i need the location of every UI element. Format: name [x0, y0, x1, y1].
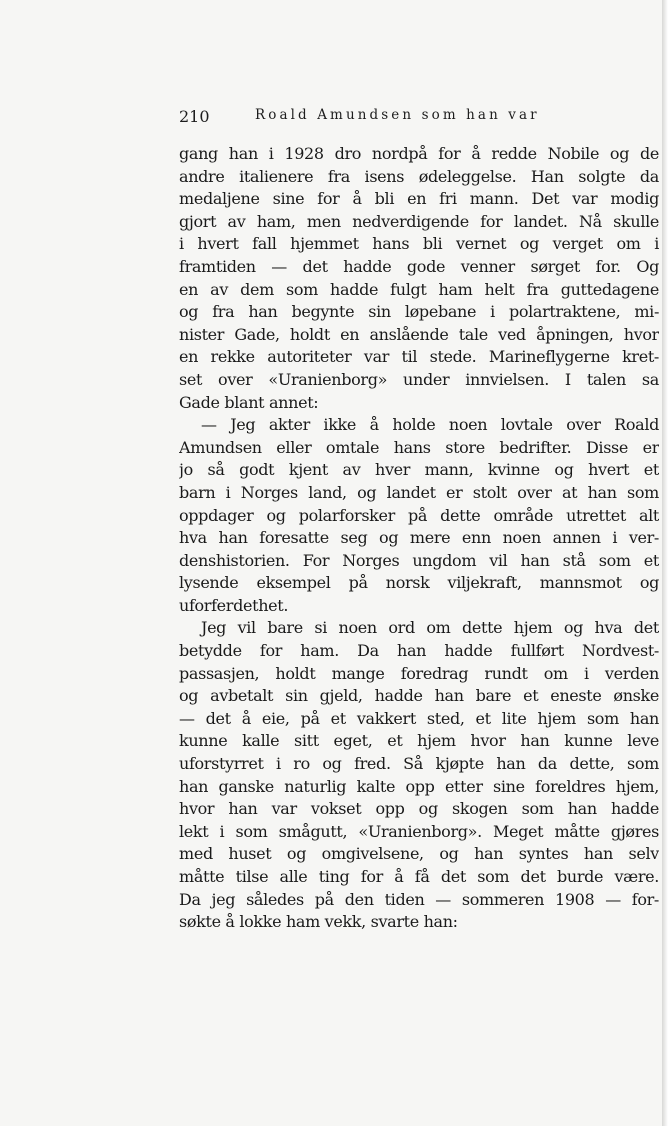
text-line: betydde for ham. Da han hadde fullført Nordvest-: [179, 641, 659, 661]
text-line: han ganske naturlig kalte opp etter sine foreldres hjem,: [179, 776, 659, 796]
text-line: — det å eie, på et vakkert sted, et lite hjem som han: [179, 708, 659, 728]
text-line: og fra han begynte sin løpebane i polartraktene, mi-: [179, 302, 659, 322]
text-line: hva han foresatte seg og mere enn noen annen i ver-: [179, 528, 659, 548]
text-line: gang han i 1928 dro nordpå for å redde Nobile og de: [179, 144, 659, 163]
text-line: kunne kalle sitt eget, et hjem hvor han kunne leve: [179, 731, 659, 751]
body-text: [179, 143, 659, 934]
text-line: lekt i som smågutt, «Uranienborg». Meget måtte gjøres: [179, 821, 659, 841]
page-number: 210: [179, 107, 210, 126]
text-line: søkte å lokke ham vekk, svarte han:: [179, 912, 458, 932]
text-line: barn i Norges land, og landet er stolt over at han som: [179, 482, 659, 502]
text-line: Da jeg således på den tiden — sommeren 1908 — for-: [179, 889, 659, 909]
text-line: nister Gade, holdt en anslående tale ved åpningen, hvor: [179, 324, 659, 344]
text-line: — Jeg akter ikke å holde noen lovtale over Roald: [201, 415, 659, 435]
text-line: uforferdethet.: [179, 595, 289, 615]
text-line: i hvert fall hjemmet hans bli vernet og verget om i: [179, 234, 659, 254]
text-line: oppdager og polarforsker på dette område utrettet alt: [179, 505, 659, 525]
text-line: måtte tilse alle ting for å få det som det burde være.: [179, 867, 659, 886]
text-line: Gade blant annet:: [179, 392, 319, 412]
text-line: uforstyrret i ro og fred. Så kjøpte han da dette, som: [179, 754, 659, 774]
text-line: og avbetalt sin gjeld, hadde han bare et eneste ønske: [179, 686, 659, 706]
text-line: medaljene sine for å bli en fri mann. Det var modig: [179, 189, 659, 209]
text-line: gjort av ham, men nedverdigende for landet. Nå skulle: [179, 211, 659, 231]
text-line: en rekke autoriteter var til stede. Marineflygerne kret-: [179, 347, 659, 367]
text-line: jo så godt kjent av hver mann, kvinne og hvert et: [179, 460, 659, 480]
text-line: passasjen, holdt mange foredrag rundt om i verden: [179, 663, 659, 683]
running-title: Roald Amundsen som han var: [255, 107, 540, 123]
text-line: Jeg vil bare si noen ord om dette hjem og hva det: [201, 618, 659, 638]
text-line: hvor han var vokset opp og skogen som han hadde: [179, 799, 659, 819]
text-line: set over «Uranienborg» under innvielsen. I talen sa: [179, 369, 659, 389]
text-line: lysende eksempel på norsk viljekraft, mannsmot og: [179, 573, 659, 593]
text-line: framtiden — det hadde gode venner sørget for. Og: [179, 256, 659, 276]
text-line: andre italienere fra isens ødeleggelse. Han solgte da: [179, 166, 659, 186]
text-line: denshistorien. For Norges ungdom vil han stå som et: [179, 550, 659, 570]
page-header: [179, 107, 659, 135]
page-edge-shadow: [662, 0, 668, 1126]
text-line: med huset og omgivelsene, og han syntes han selv: [179, 844, 659, 864]
text-line: Amundsen eller omtale hans store bedrifter. Disse er: [179, 437, 659, 457]
text-line: en av dem som hadde fulgt ham helt fra guttedagene: [179, 279, 659, 299]
